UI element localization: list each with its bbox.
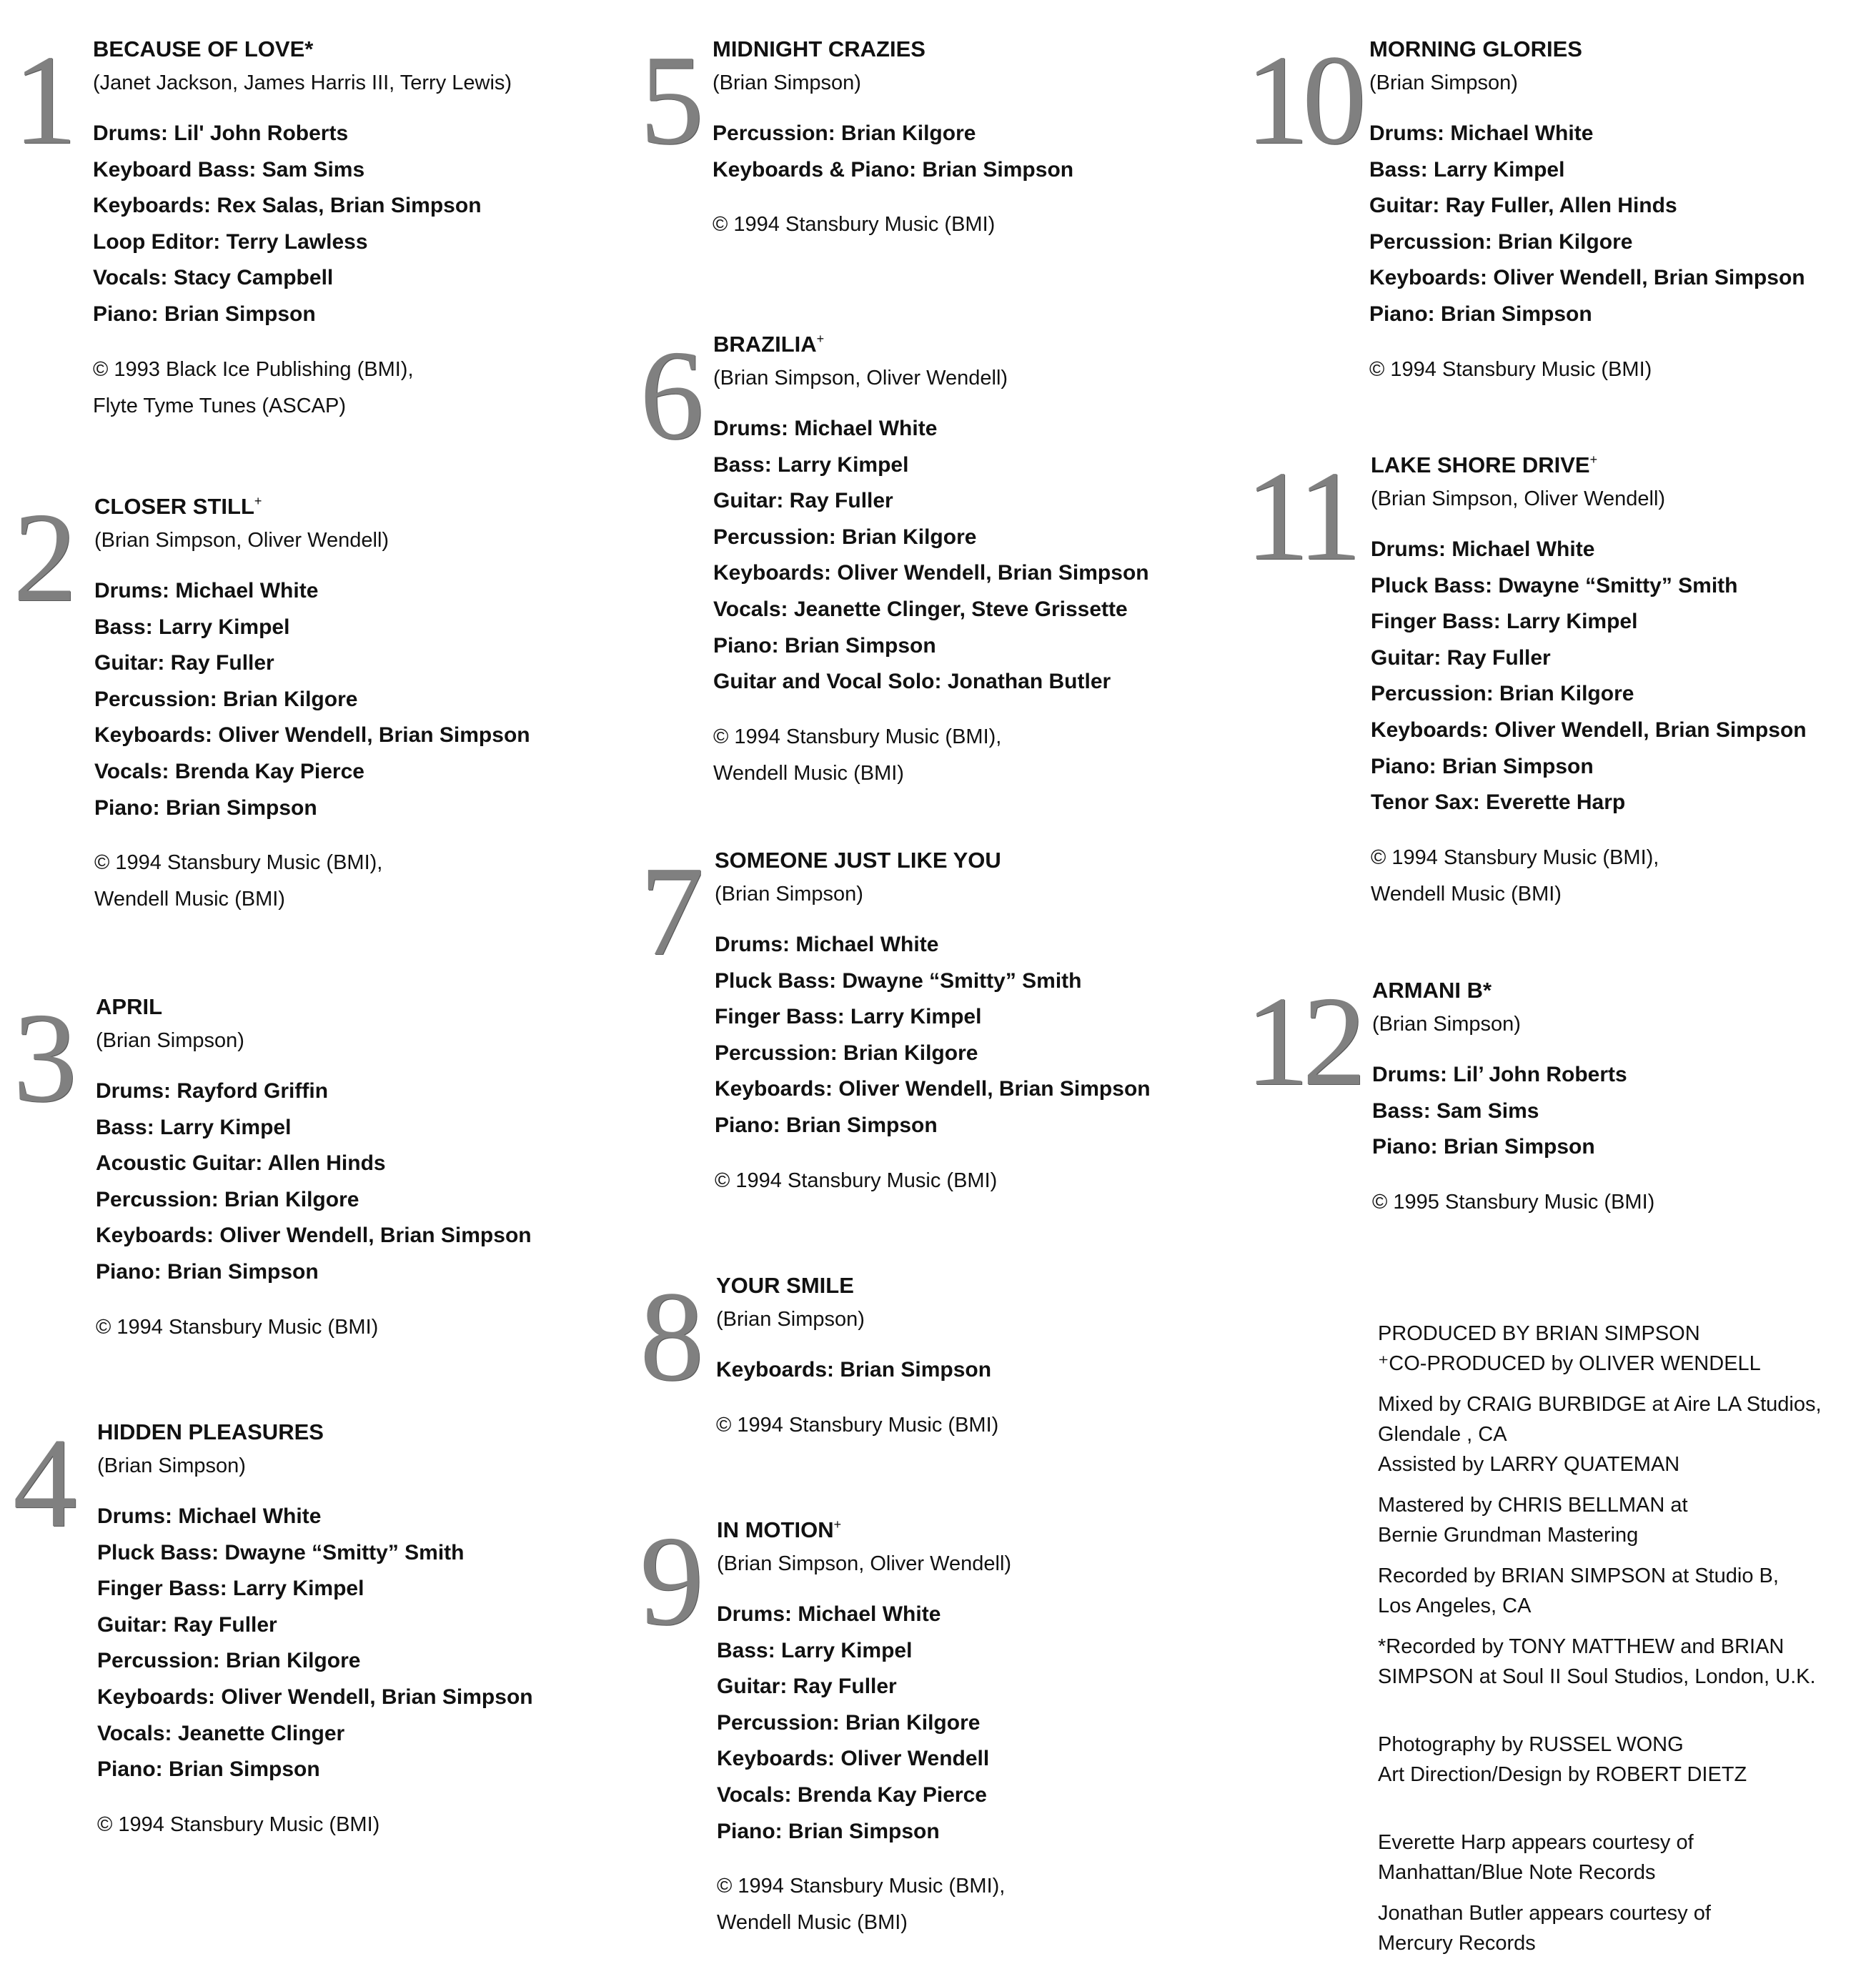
courtesy-note (1378, 1898, 1864, 1958)
note-line: ⁺CO-PRODUCED by OLIVER WENDELL (1378, 1352, 1761, 1375)
track-credits (94, 573, 609, 826)
track-title: HIDDEN PLEASURES (97, 1419, 324, 1444)
track-writers: (Brian Simpson) (716, 1308, 865, 1331)
track-credits (713, 116, 1227, 188)
track-title: ARMANI B* (1372, 978, 1492, 1003)
copyright-line: © 1994 Stansbury Music (BMI) (96, 1315, 379, 1339)
track-title: LAKE SHORE DRIVE+ (1371, 452, 1598, 477)
credit-line: Percussion: Brian Kilgore (97, 1649, 361, 1673)
copyright-line: © 1994 Stansbury Music (BMI) (716, 1413, 999, 1437)
credit-line: Percussion: Brian Kilgore (96, 1187, 359, 1211)
recording-credits (1378, 1561, 1864, 1621)
credit-line: Piano: Brian Simpson (1372, 1135, 1595, 1159)
note-line: Everette Harp appears courtesy of (1378, 1831, 1694, 1854)
track-number: 10 (1245, 29, 1359, 171)
track-credits (716, 1352, 1231, 1389)
track-copyright (94, 845, 609, 918)
track-copyright (93, 352, 607, 425)
copyright-line: © 1994 Stansbury Music (BMI) (97, 1812, 380, 1836)
credit-line: Keyboards: Oliver Wendell, Brian Simpson (1371, 718, 1807, 742)
credit-line: Pluck Bass: Dwayne “Smitty” Smith (97, 1540, 465, 1564)
credit-line: Piano: Brian Simpson (1369, 302, 1592, 326)
mastering-credits (1378, 1490, 1864, 1550)
credit-line: Guitar and Vocal Solo: Jonathan Butler (713, 670, 1111, 694)
track-number: 6 (640, 324, 697, 466)
track-credits (717, 1597, 1231, 1850)
credit-line: Drums: Rayford Griffin (96, 1078, 329, 1103)
note-line: Assisted by LARRY QUATEMAN (1378, 1453, 1680, 1476)
track-number: 3 (13, 986, 70, 1129)
art-credits (1378, 1730, 1864, 1790)
copyright-line: © 1994 Stansbury Music (BMI) (713, 213, 996, 237)
track-title: IN MOTION+ (717, 1517, 842, 1542)
track-writers: (Janet Jackson, James Harris III, Terry Lewis) (93, 71, 512, 95)
track-title: BECAUSE OF LOVE* (93, 36, 314, 61)
credit-line: Finger Bass: Larry Kimpel (1371, 610, 1638, 634)
track-title: SOMEONE JUST LIKE YOU (715, 848, 1001, 873)
track-writers: (Brian Simpson) (96, 1029, 244, 1053)
credit-line: Bass: Larry Kimpel (96, 1115, 292, 1139)
copyright-line: © 1994 Stansbury Music (BMI), (717, 1875, 1006, 1898)
credit-line: Piano: Brian Simpson (717, 1819, 940, 1843)
note-line: Glendale , CA (1378, 1423, 1507, 1446)
track-writers: (Brian Simpson, Oliver Wendell) (717, 1552, 1012, 1576)
note-line: SIMPSON at Soul II Soul Studios, London, U.K. (1378, 1665, 1816, 1688)
credit-line: Vocals: Stacy Campbell (93, 266, 334, 290)
track-title: BRAZILIA+ (713, 332, 825, 357)
track-number: 4 (13, 1412, 70, 1554)
credit-line: Guitar: Ray Fuller (717, 1675, 897, 1699)
note-line: Manhattan/Blue Note Records (1378, 1861, 1656, 1884)
credit-line: Acoustic Guitar: Allen Hinds (96, 1151, 386, 1176)
credit-line: Guitar: Ray Fuller (94, 651, 274, 675)
credit-line: Piano: Brian Simpson (97, 1757, 320, 1782)
track-copyright (713, 207, 1227, 243)
track-writers: (Brian Simpson) (1372, 1013, 1521, 1036)
credit-line: Drums: Michael White (1371, 537, 1595, 561)
track-credits (1372, 1057, 1876, 1166)
track-credits (1371, 532, 1876, 821)
note-line: Photography by RUSSEL WONG (1378, 1733, 1684, 1756)
credit-line: Keyboards: Rex Salas, Brian Simpson (93, 194, 482, 218)
credit-line: Drums: Lil’ John Roberts (1372, 1062, 1627, 1086)
credit-line: Bass: Larry Kimpel (94, 615, 290, 639)
track-credits (97, 1499, 612, 1788)
credit-line: Finger Bass: Larry Kimpel (97, 1577, 364, 1601)
copyright-line: © 1994 Stansbury Music (BMI) (1369, 357, 1652, 381)
credit-line: Drums: Michael White (1369, 121, 1594, 145)
credit-line: Pluck Bass: Dwayne “Smitty” Smith (1371, 573, 1738, 597)
track-title: YOUR SMILE (716, 1273, 854, 1298)
note-line: Art Direction/Design by ROBERT DIETZ (1378, 1763, 1747, 1786)
track-number: 2 (13, 486, 70, 628)
credit-line: Loop Editor: Terry Lawless (93, 229, 368, 254)
copyright-line: © 1995 Stansbury Music (BMI) (1372, 1190, 1655, 1214)
track-copyright (716, 1407, 1231, 1444)
credit-line: Tenor Sax: Everette Harp (1371, 790, 1626, 815)
credit-line: Keyboards: Oliver Wendell, Brian Simpson (715, 1077, 1151, 1101)
note-line: Mercury Records (1378, 1932, 1536, 1955)
credit-line: Vocals: Brenda Kay Pierce (717, 1782, 987, 1807)
credit-line: Keyboards: Oliver Wendell, Brian Simpson (97, 1685, 533, 1709)
copyright-line: © 1994 Stansbury Music (BMI), (1371, 845, 1659, 869)
track-copyright (1369, 352, 1876, 388)
credit-line: Drums: Michael White (717, 1602, 941, 1626)
copyright-line: Wendell Music (BMI) (717, 1911, 908, 1935)
track-number: 8 (640, 1265, 697, 1407)
track-number: 5 (640, 29, 697, 171)
note-line: Los Angeles, CA (1378, 1594, 1532, 1617)
copyright-line: Wendell Music (BMI) (94, 888, 285, 911)
credit-line: Drums: Michael White (713, 416, 938, 440)
track-title: APRIL (96, 994, 162, 1019)
track-number: 11 (1245, 445, 1355, 587)
credit-line: Bass: Larry Kimpel (1369, 157, 1565, 182)
track-number: 7 (640, 840, 697, 982)
courtesy-note (1378, 1827, 1864, 1888)
track-credits (715, 927, 1229, 1144)
credit-line: Drums: Lil' John Roberts (93, 121, 349, 145)
production-notes (1378, 1319, 1864, 1969)
track-writers: (Brian Simpson, Oliver Wendell) (713, 367, 1008, 390)
credit-line: Drums: Michael White (715, 932, 939, 956)
co-produced-mark: + (833, 1517, 842, 1532)
mixing-credits (1378, 1389, 1864, 1479)
credit-line: Percussion: Brian Kilgore (94, 687, 358, 711)
track-credits (1369, 116, 1876, 333)
track-writers: (Brian Simpson, Oliver Wendell) (94, 529, 389, 552)
credit-line: Percussion: Brian Kilgore (713, 525, 977, 549)
credit-line: Percussion: Brian Kilgore (713, 121, 976, 145)
track-copyright (97, 1807, 612, 1843)
credit-line: Keyboards: Brian Simpson (716, 1357, 992, 1382)
credit-line: Bass: Sam Sims (1372, 1098, 1539, 1123)
copyright-line: © 1993 Black Ice Publishing (BMI), (93, 357, 414, 381)
track-title: MORNING GLORIES (1369, 36, 1582, 61)
credit-line: Piano: Brian Simpson (715, 1113, 938, 1137)
track-copyright (715, 1163, 1229, 1199)
track-number: 12 (1245, 970, 1359, 1112)
credit-line: Keyboards: Oliver Wendell, Brian Simpson (94, 723, 530, 748)
credit-line: Drums: Michael White (97, 1504, 322, 1528)
note-line: *Recorded by TONY MATTHEW and BRIAN (1378, 1635, 1785, 1658)
track-writers: (Brian Simpson) (715, 883, 863, 906)
track-credits (96, 1073, 610, 1291)
credit-line: Bass: Larry Kimpel (717, 1638, 913, 1662)
copyright-line: Wendell Music (BMI) (1371, 882, 1562, 906)
track-number: 9 (640, 1509, 697, 1652)
note-line: Bernie Grundman Mastering (1378, 1524, 1639, 1547)
copyright-line: Flyte Tyme Tunes (ASCAP) (93, 394, 347, 417)
co-produced-mark: + (254, 494, 262, 508)
track-writers: (Brian Simpson) (1369, 71, 1518, 95)
copyright-line: © 1994 Stansbury Music (BMI) (715, 1169, 998, 1192)
track-writers: (Brian Simpson) (97, 1454, 246, 1478)
credit-line: Percussion: Brian Kilgore (715, 1041, 978, 1065)
track-copyright (1372, 1184, 1876, 1221)
credit-line: Guitar: Ray Fuller (1371, 645, 1551, 670)
track-writers: (Brian Simpson, Oliver Wendell) (1371, 487, 1666, 511)
credit-line: Piano: Brian Simpson (93, 302, 316, 326)
note-line: Mastered by CHRIS BELLMAN at (1378, 1494, 1688, 1517)
credit-line: Pluck Bass: Dwayne “Smitty” Smith (715, 968, 1082, 993)
track-copyright (1371, 840, 1876, 913)
track-credits (713, 411, 1228, 700)
co-produced-mark: + (1589, 452, 1598, 467)
credit-line: Keyboards: Oliver Wendell (717, 1747, 990, 1771)
note-line: Recorded by BRIAN SIMPSON at Studio B, (1378, 1564, 1779, 1587)
copyright-line: © 1994 Stansbury Music (BMI), (713, 725, 1002, 748)
credit-line: Keyboards: Oliver Wendell, Brian Simpson (713, 561, 1149, 585)
credit-line: Piano: Brian Simpson (96, 1259, 319, 1284)
credit-line: Vocals: Brenda Kay Pierce (94, 759, 364, 783)
track-copyright (96, 1309, 610, 1346)
credit-line: Vocals: Jeanette Clinger, Steve Grissette (713, 597, 1128, 621)
copyright-line: Wendell Music (BMI) (713, 761, 904, 785)
track-copyright (713, 719, 1228, 792)
track-credits (93, 116, 607, 333)
credit-line: Piano: Brian Simpson (1371, 754, 1594, 778)
track-writers: (Brian Simpson) (713, 71, 861, 95)
uk-recording-credits (1378, 1632, 1864, 1692)
note-line: Mixed by CRAIG BURBIDGE at Aire LA Studios, (1378, 1393, 1822, 1416)
credit-line: Keyboards & Piano: Brian Simpson (713, 157, 1074, 182)
credit-line: Keyboard Bass: Sam Sims (93, 157, 365, 182)
credit-line: Piano: Brian Simpson (94, 795, 317, 820)
credit-line: Keyboards: Oliver Wendell, Brian Simpson (96, 1224, 532, 1248)
credit-line: Finger Bass: Larry Kimpel (715, 1005, 982, 1029)
credit-line: Piano: Brian Simpson (713, 633, 936, 658)
credit-line: Guitar: Ray Fuller (713, 489, 893, 513)
co-produced-mark: + (816, 332, 825, 346)
credit-line: Percussion: Brian Kilgore (1369, 229, 1633, 254)
credit-line: Bass: Larry Kimpel (713, 452, 909, 477)
credit-line: Drums: Michael White (94, 578, 319, 602)
copyright-line: © 1994 Stansbury Music (BMI), (94, 851, 383, 875)
note-line: Jonathan Butler appears courtesy of (1378, 1902, 1711, 1925)
credit-line: Keyboards: Oliver Wendell, Brian Simpson (1369, 266, 1805, 290)
note-line: PRODUCED BY BRIAN SIMPSON (1378, 1322, 1700, 1345)
credit-line: Guitar: Ray Fuller, Allen Hinds (1369, 194, 1677, 218)
credit-line: Vocals: Jeanette Clinger (97, 1721, 345, 1745)
track-number: 1 (13, 29, 70, 171)
track-title: MIDNIGHT CRAZIES (713, 36, 925, 61)
credit-line: Percussion: Brian Kilgore (717, 1710, 981, 1735)
track-title: CLOSER STILL+ (94, 494, 262, 519)
producer-credits (1378, 1319, 1864, 1379)
credit-line: Guitar: Ray Fuller (97, 1612, 277, 1637)
credit-line: Percussion: Brian Kilgore (1371, 682, 1634, 706)
track-copyright (717, 1868, 1231, 1941)
